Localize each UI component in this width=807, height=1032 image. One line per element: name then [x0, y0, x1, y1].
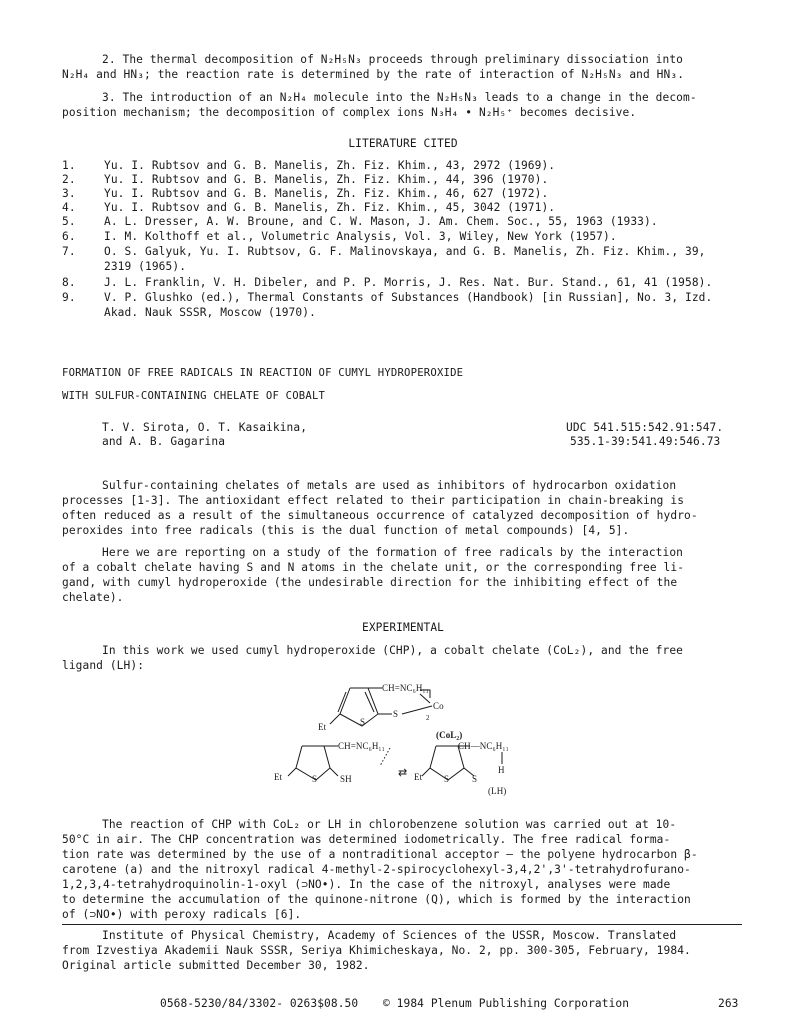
reference-text: J. L. Franklin, V. H. Dibeler, and P. P. Morris, J. Res. Nat. Bur. Stand., 61, 41 (1958).	[104, 276, 713, 289]
conclusion-3-line2: position mechanism; the decomposition of complex ions N₃H₄ • N₂H₅⁺ becomes decisive.	[62, 106, 637, 119]
paragraph-line: to determine the accumulation of the quinone-nitrone (Q), which is formed by the interaction	[62, 893, 691, 906]
reference-number: 7.	[62, 245, 76, 258]
reference-text: A. L. Dresser, A. W. Broune, and C. W. Mason, J. Am. Chem. Soc., 55, 1963 (1933).	[104, 215, 658, 228]
reference-number: 6.	[62, 230, 76, 243]
paragraph-line: 1,2,3,4-tetrahydroquinolin-1-oxyl (⊃NO•). In the case of the nitroxyl, analyses were made	[62, 878, 671, 891]
experimental-heading: EXPERIMENTAL	[361, 621, 445, 634]
lh-right-ch-label: CH—NC₆H₁₁	[458, 741, 509, 751]
paragraph-line: processes [1-3]. The antioxidant effect related to their participation in chain-breaking is	[62, 494, 685, 507]
paragraph-line: often reduced as a result of the simultaneous occurrence of catalyzed decomposition of hydro-	[62, 509, 698, 522]
col2-s-bridge-label: S	[393, 709, 399, 719]
reference-text-continued: 2319 (1965).	[104, 260, 187, 273]
journal-code: 0568-5230/84/3302- 0263$08.50	[160, 997, 359, 1010]
lh-right-structure	[422, 746, 502, 780]
reference-number: 1.	[62, 159, 76, 172]
reference-text: Yu. I. Rubtsov and G. B. Manelis, Zh. Fiz. Khim., 44, 396 (1970).	[104, 173, 549, 186]
reference-text: O. S. Galyuk, Yu. I. Rubtsov, G. F. Malinovskaya, and G. B. Manelis, Zh. Fiz. Khim., 39,	[104, 245, 706, 258]
paragraph-line: 50°C in air. The CHP concentration was determined iodometrically. The free radical forma-	[62, 833, 671, 846]
col2-et-label: Et	[318, 722, 327, 732]
lh-left-sh-label: SH	[340, 774, 352, 784]
udc-line2: 535.1-39:541.49:546.73	[570, 435, 721, 448]
lh-right-et-label: Et	[414, 772, 423, 782]
lh-left-et-label: Et	[274, 772, 283, 782]
paragraph-line: chelate).	[62, 591, 124, 604]
lh-left-ch-label: CH=NC₆H₁₁	[338, 741, 385, 751]
lh-caption: (LH)	[488, 786, 507, 796]
lh-right-h-label: H	[498, 765, 505, 775]
paragraph-line: Here we are reporting on a study of the formation of free radicals by the interaction	[102, 546, 684, 559]
chemical-structures-figure	[270, 676, 560, 806]
authors-line2: and A. B. Gagarina	[102, 435, 226, 448]
reference-text: I. M. Kolthoff et al., Volumetric Analysis, Vol. 3, Wiley, New York (1957).	[104, 230, 617, 243]
reference-number: 4.	[62, 201, 76, 214]
article-title-line2: WITH SULFUR-CONTAINING CHELATE OF COBALT	[62, 390, 326, 402]
paragraph-line: Sulfur-containing chelates of metals are used as inhibitors of hydrocarbon oxidation	[102, 479, 677, 492]
literature-heading: LITERATURE CITED	[348, 137, 458, 150]
col2-subscript-label: 2	[426, 714, 430, 722]
col2-s-ring-label: S	[360, 717, 366, 727]
lh-right-s-label: S	[444, 774, 450, 784]
paragraph-line: gand, with cumyl hydroperoxide (the undesirable direction for the inhibiting effect of the	[62, 576, 678, 589]
paragraph-line: peroxides into free radicals (this is the dual function of metal compounds) [4, 5].	[62, 524, 630, 537]
page-number: 263	[718, 997, 739, 1010]
reference-text: Yu. I. Rubtsov and G. B. Manelis, Zh. Fiz. Khim., 46, 627 (1972).	[104, 187, 549, 200]
reference-text: Yu. I. Rubtsov and G. B. Manelis, Zh. Fiz. Khim., 43, 2972 (1969).	[104, 159, 556, 172]
lh-left-structure	[288, 746, 390, 780]
udc-line1: UDC 541.515:542.91:547.	[566, 421, 724, 434]
paragraph-line: of (⊃NO•) with peroxy radicals [6].	[62, 908, 302, 921]
paragraph-line: of a cobalt chelate having S and N atoms in the chelate unit, or the corresponding free li-	[62, 561, 685, 574]
footnote-line: from Izvestiya Akademii Nauk SSSR, Seriya Khimicheskaya, No. 2, pp. 300-305, February, 1984.	[62, 944, 691, 957]
footnote-line: Original article submitted December 30, 1982.	[62, 959, 370, 972]
footnote-divider	[62, 924, 742, 925]
reference-text-continued: Akad. Nauk SSSR, Moscow (1970).	[104, 306, 316, 319]
copyright-notice: © 1984 Plenum Publishing Corporation	[383, 997, 630, 1010]
lh-equilibrium-arrow: ⇄	[398, 767, 408, 779]
conclusion-2-line1: 2. The thermal decomposition of N₂H₅N₃ proceeds through preliminary dissociation into	[102, 53, 684, 66]
lh-left-s-label: S	[312, 774, 318, 784]
footnote-line: Institute of Physical Chemistry, Academy of Sciences of the USSR, Moscow. Translated	[102, 929, 677, 942]
reference-number: 2.	[62, 173, 76, 186]
col2-caption: (CoL₂)	[436, 730, 463, 740]
reference-text: Yu. I. Rubtsov and G. B. Manelis, Zh. Fiz. Khim., 45, 3042 (1971).	[104, 201, 556, 214]
col2-ch-label: CH=NC₆H₁₁	[382, 683, 429, 693]
col2-structure	[330, 688, 432, 726]
paragraph-line: carotene (a) and the nitroxyl radical 4-methyl-2-spirocyclohexyl-3,4,2',3'-tetrahydrofurano-	[62, 863, 691, 876]
conclusion-3-line1: 3. The introduction of an N₂H₄ molecule into the N₂H₅N₃ leads to a change in the decom-	[102, 91, 697, 104]
lh-right-s2-label: S	[472, 774, 478, 784]
reference-number: 9.	[62, 291, 76, 304]
paragraph-line: ligand (LH):	[62, 659, 145, 672]
conclusion-2-line2: N₂H₄ and HN₃; the reaction rate is determined by the rate of interaction of N₂H₅N₃ and HN₃.	[62, 68, 685, 81]
paragraph-line: tion rate was determined by the use of a nontraditional acceptor — the polyene hydrocarbon β-	[62, 848, 698, 861]
reference-number: 3.	[62, 187, 76, 200]
paragraph-line: The reaction of CHP with CoL₂ or LH in chlorobenzene solution was carried out at 10-	[102, 818, 677, 831]
reference-number: 8.	[62, 276, 76, 289]
reference-text: V. P. Glushko (ed.), Thermal Constants of Substances (Handbook) [in Russian], No. 3, Izd.	[104, 291, 713, 304]
paragraph-line: In this work we used cumyl hydroperoxide (CHP), a cobalt chelate (CoL₂), and the free	[102, 644, 684, 657]
reference-number: 5.	[62, 215, 76, 228]
article-title-line1: FORMATION OF FREE RADICALS IN REACTION OF CUMYL HYDROPEROXIDE	[62, 367, 464, 379]
authors-line1: T. V. Sirota, O. T. Kasaikina,	[102, 421, 308, 434]
col2-co-label: Co	[433, 701, 444, 711]
